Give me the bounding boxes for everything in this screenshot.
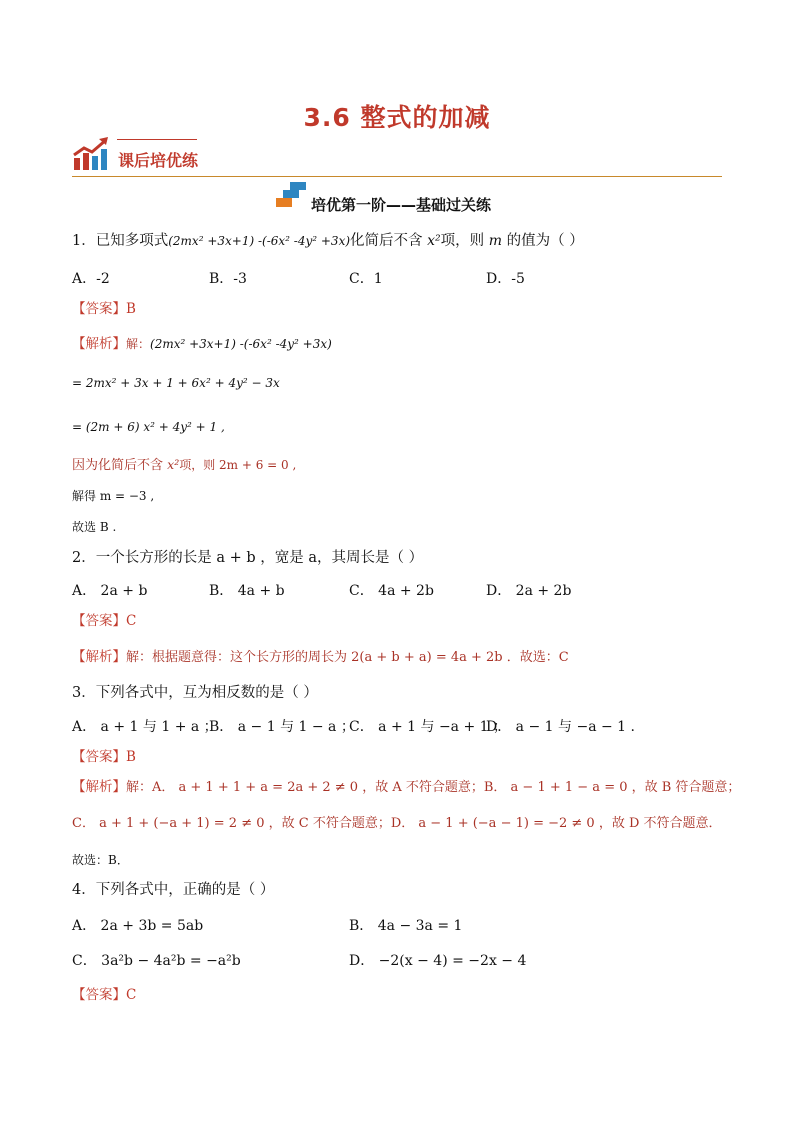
question-4-stem: 4．下列各式中，正确的是（ ） [72,882,275,898]
q3-option-a: A． a + 1 与 1 + a ； [72,719,218,735]
q3-option-b: B． a − 1 与 1 − a ； [209,719,355,735]
q1-step-1: = 2mx² + 3x + 1 + 6x² + 4y² − 3x [72,376,280,390]
q4-answer: 【答案】C [72,987,137,1003]
page-title: 3.6 整式的加减 [303,103,491,132]
q1-step-4: 解得 m = −3 , [72,489,155,503]
q1-step-5: 故选 B . [72,520,117,534]
q1-step-3: 因为化简后不含 x²项，则 2m + 6 = 0 , [72,457,297,473]
section-tag: 课后培优练 [118,151,199,170]
stairs-icon [276,181,308,209]
q1-option-c: C．1 [349,271,383,287]
q1-option-b: B．-3 [209,271,247,287]
header-divider [72,176,722,177]
q1-answer: 【答案】B [72,301,136,317]
q4-option-d: D． −2(x − 4) = −2x − 4 [349,953,527,969]
q3-analysis-line-2: C． a + 1 + (−a + 1) = 2 ≠ 0 ，故 C 不符合题意；D． a − 1 + (−a − 1) = −2 ≠ 0 ，故 D 不符合题意． [72,816,722,831]
q1-analysis: 【解析】解：(2mx² +3x+1) -(-6x² -4y² +3x) [72,336,332,352]
q4-option-b: B． 4a − 3a = 1 [349,918,463,934]
q3-analysis: 【解析】解：A． a + 1 + 1 + a = 2a + 2 ≠ 0 ，故 A 不符合题意；B． a − 1 + 1 − a = 0 ，故 B 符合题意； [72,779,741,795]
q3-option-d: D． a − 1 与 −a − 1 . [486,719,635,735]
question-2-stem: 2．一个长方形的长是 a + b ，宽是 a，其周长是（ ） [72,550,424,566]
q3-option-c: C． a + 1 与 −a + 1 ； [349,719,508,735]
q4-option-a: A． 2a + 3b = 5ab [72,918,204,934]
q2-answer: 【答案】C [72,613,137,629]
q1-option-d: D．-5 [486,271,525,287]
q1-option-a: A．-2 [72,271,110,287]
rising-chart-logo-icon [72,136,112,172]
tier-title: 培优第一阶——基础过关练 [311,196,492,214]
q3-conclusion: 故选：B． [72,853,129,867]
header-accent-rule [117,139,197,140]
q2-option-d: D． 2a + 2b [486,583,572,599]
q1-step-2: = (2m + 6) x² + 4y² + 1 , [72,420,225,434]
q4-option-c: C． 3a²b − 4a²b = −a²b [72,953,241,969]
question-3-stem: 3．下列各式中，互为相反数的是（ ） [72,685,318,701]
question-1-stem: 1．已知多项式(2mx² +3x+1) -(-6x² -4y² +3x)化简后不含 x²项，则 m 的值为（ ） [72,233,584,249]
q2-option-c: C． 4a + 2b [349,583,434,599]
q2-analysis: 【解析】解：根据题意得：这个长方形的周长为 2(a + b + a) = 4a + 2b ．故选：C [72,649,569,665]
q2-option-a: A． 2a + b [72,583,148,599]
q2-option-b: B． 4a + b [209,583,285,599]
q3-answer: 【答案】B [72,749,136,765]
